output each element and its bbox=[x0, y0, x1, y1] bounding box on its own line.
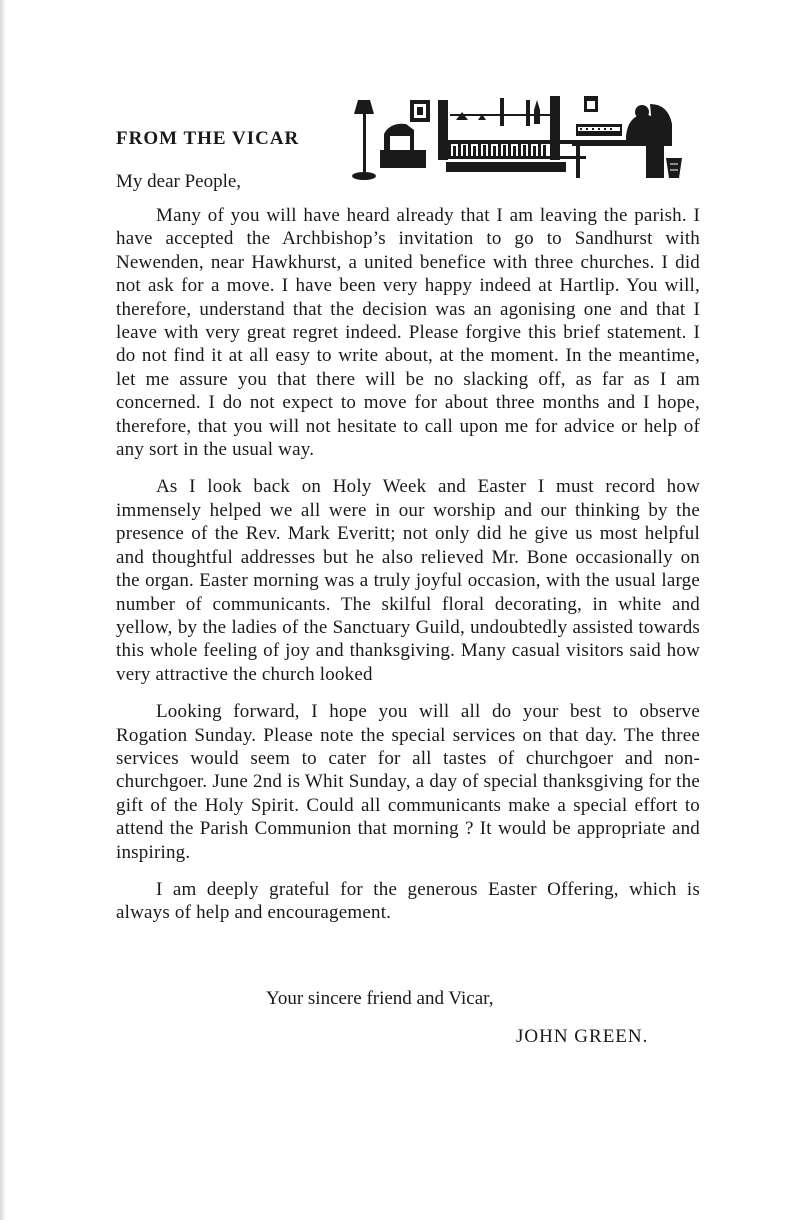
letter-heading: FROM THE VICAR bbox=[116, 128, 300, 149]
letter-signature: JOHN GREEN. bbox=[516, 1026, 649, 1047]
letter-salutation: My dear People, bbox=[116, 171, 242, 192]
letter-paragraph: Looking forward, I hope you will all do your best to observe Rogation Sunday. Please note the special services on that day. The three services would seem to cater for all tastes of churchgoer and non-churchgoer. June 2nd is Whit Sunday, a day of special thanksgiving for the gift of the Holy Spirit. Could all communicants make a special effort to attend the Parish Communion that morning ? It would be appropriate and inspiring. bbox=[116, 701, 700, 863]
letter-paragraph: As I look back on Holy Week and Easter I must record how immensely helped we all were in our worship and our thinking by the presence of the Rev. Mark Everitt; not only did he give us most helpful and thoughtful addresses but he also relieved Mr. Bone occasionally on the organ. Easter morning was a truly joyful occasion, with the usual large number of communicants. The skilful floral decorating, in white and yellow, by the ladies of the Sanctuary Guild, undoubtedly assisted towards this whole feeling of joy and thanksgiving. Many casual visitors said how very attractive the church looked bbox=[116, 476, 700, 685]
letter-closing: Your sincere friend and Vicar, bbox=[266, 988, 494, 1009]
letter-body bbox=[116, 204, 700, 939]
letter-paragraph: I am deeply grateful for the generous Easter Offering, which is always of help and encouragement. bbox=[116, 878, 700, 924]
vicar-study-illustration-icon bbox=[350, 94, 686, 186]
letter-paragraph: Many of you will have heard already that I am leaving the parish. I have accepted the Archbishop’s invitation to go to Sandhurst with Newenden, near Hawkhurst, a united benefice with three churches. I did not ask for a move. I have been very happy indeed at Hartlip. You will, therefore, understand that the decision was an agonising one and that I leave with very great regret indeed. Please forgive this brief statement. I do not find it at all easy to write about, at the moment. In the meantime, let me assure you that there will be no slacking off, as far as I am concerned. I do not expect to move for about three months and I hope, therefore, that you will not hesitate to call upon me for advice or help of any sort in the usual way. bbox=[116, 205, 700, 461]
page-edge-shadow bbox=[0, 0, 6, 1220]
